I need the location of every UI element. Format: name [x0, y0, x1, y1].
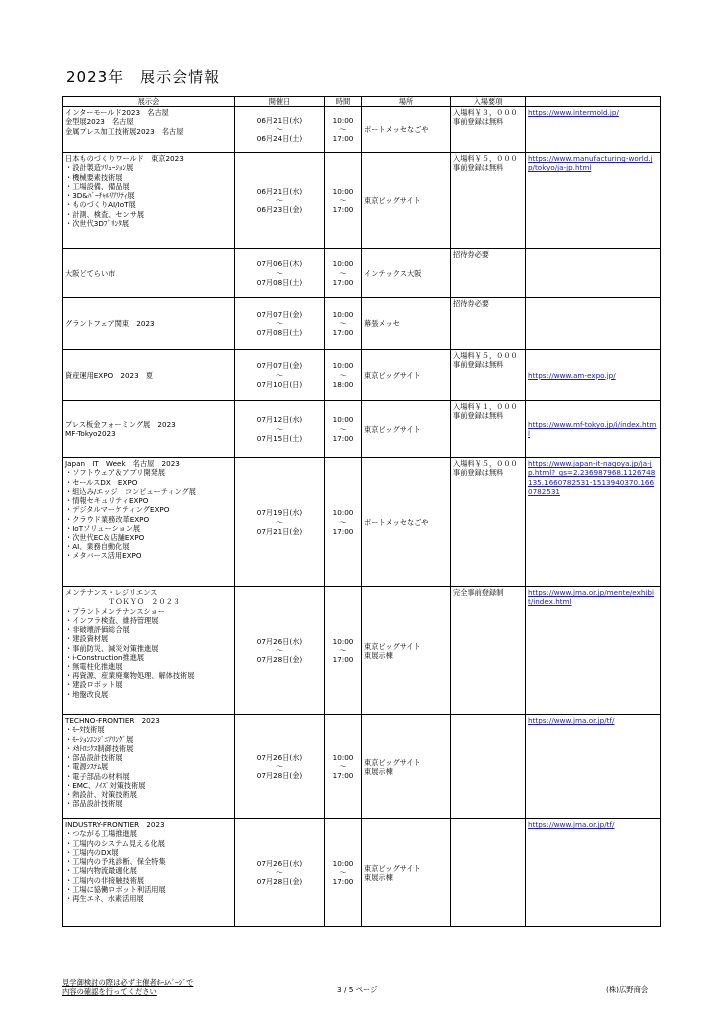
venue — [362, 401, 451, 458]
exhibition-name-line: ・工場内の非接触技術展 — [65, 875, 145, 885]
exhibition-name-line: 日本ものづくりワールド 東京2023 — [65, 154, 184, 164]
event-hours-line: 17:00 — [332, 526, 354, 536]
exhibition-name-line: ・電源ｼｽﾃﾑ展 — [65, 762, 109, 772]
exhibition-name-line: INDUSTRY-FRONTIER 2023 — [65, 820, 165, 830]
entry-requirements-line: 入場料￥５，０００ — [453, 351, 518, 361]
table-row — [63, 819, 661, 927]
venue-line: 東展示棟 — [364, 650, 393, 660]
exhibition-name — [63, 350, 235, 401]
venue-line: 東展示棟 — [364, 766, 393, 776]
venue-line: ポートメッセなごや — [364, 125, 429, 135]
event-hours-line: 17:00 — [332, 328, 354, 338]
exhibition-name-line: ・ﾓｰﾀ技術展 — [65, 725, 105, 735]
venue-line: インテックス大阪 — [364, 268, 422, 278]
exhibition-name — [63, 587, 235, 715]
event-dates-line: 07月10日(日) — [256, 379, 303, 389]
event-hours-line: 10:00 — [332, 259, 354, 269]
venue-line: 東京ビッグサイト — [364, 424, 421, 434]
table-row — [63, 107, 661, 153]
event-hours-line: 18:00 — [332, 379, 354, 389]
event-hours-line: 17:00 — [332, 134, 354, 144]
entry-requirements-line: 事前登録は無料 — [453, 360, 504, 370]
exhibition-name-line: ・工場内物流最適化展 — [65, 866, 137, 876]
entry-requirements — [451, 401, 526, 458]
exhibition-name-line: グラントフェア関東 2023 — [65, 319, 155, 329]
exhibition-link[interactable]: https://www.mf-tokyo.jp/i/index.html — [526, 401, 661, 458]
event-hours-line: 17:00 — [332, 877, 354, 887]
header-date: 開催日 — [235, 97, 325, 107]
exhibition-name — [63, 153, 235, 249]
event-dates — [235, 350, 325, 401]
event-dates-line: 07月26日(水) — [256, 858, 303, 868]
table-header-row — [63, 97, 661, 107]
event-dates-line: 06月21日(水) — [256, 115, 303, 125]
event-dates-line: 07月08日(土) — [256, 328, 303, 338]
venue-line: 東展示棟 — [364, 872, 393, 882]
footer-note-line1: 見学御検討の際は必ず主催者ﾎｰﾑﾍﾟｰｼﾞで — [62, 978, 194, 987]
table-row — [63, 298, 661, 350]
event-hours-line: ～ — [339, 762, 347, 772]
venue — [362, 298, 451, 350]
exhibition-name-line: MF-Tokyo2023 — [65, 429, 116, 439]
company-name: (株)広野商会 — [606, 985, 649, 994]
entry-requirements — [451, 249, 526, 298]
exhibition-name-line: Japan IT Week 名古屋 2023 — [65, 459, 180, 469]
event-hours-line: 17:00 — [332, 771, 354, 781]
exhibition-link[interactable]: https://www.am-expo.jp/ — [526, 350, 661, 401]
exhibition-name-line: ・ﾒｶﾄﾛﾆｸｽ制御技術展 — [65, 743, 134, 753]
event-hours — [325, 153, 362, 249]
exhibition-name-line: ・i-Construction推進展 — [65, 652, 145, 662]
entry-requirements-line: 事前登録は無料 — [453, 117, 504, 127]
venue — [362, 819, 451, 927]
entry-requirements — [451, 819, 526, 927]
event-hours-line: ～ — [339, 517, 347, 527]
event-dates-line: ～ — [275, 868, 284, 878]
venue — [362, 107, 451, 153]
venue-line: 東京ビッグサイト — [364, 370, 421, 380]
event-dates-line: ～ — [275, 762, 284, 772]
table-row — [63, 350, 661, 401]
header-exhibition: 展示会 — [63, 97, 235, 107]
exhibition-name-line: ・情報セキュリティEXPO — [65, 496, 149, 506]
exhibition-name-line: ・クラウド業務改革EXPO — [65, 514, 150, 524]
event-hours — [325, 819, 362, 927]
exhibition-name-line: ・メタバース活用EXPO — [65, 551, 142, 561]
venue — [362, 587, 451, 715]
exhibition-name-line: インターモールド2023 名古屋 — [65, 108, 169, 118]
exhibition-name-line: ・地盤改良展 — [65, 689, 109, 699]
venue-line: 東京ビッグサイト — [364, 863, 421, 873]
entry-requirements — [451, 107, 526, 153]
event-hours — [325, 715, 362, 819]
exhibition-name-line: 金型展2023 名古屋 — [65, 117, 134, 127]
event-hours — [325, 458, 362, 587]
entry-requirements — [451, 458, 526, 587]
event-hours-line: ～ — [339, 196, 347, 206]
exhibition-name-line: ・プラントメンテナンスショー — [65, 606, 165, 616]
footer-note — [62, 978, 193, 997]
event-dates-line: 07月26日(水) — [256, 636, 303, 646]
exhibition-name-line: ・組込み/エッジ コンピューティング展 — [65, 486, 196, 496]
event-hours-line: 17:00 — [332, 433, 354, 443]
table-row — [63, 715, 661, 819]
event-hours-line: 10:00 — [332, 508, 354, 518]
header-place: 場所 — [362, 97, 451, 107]
exhibition-link[interactable]: https://www.japan-it-nagoya.jp/ja-jp.html?_gs=2.236987968.1126748135.1660782531-1513940370.1660782531 — [526, 458, 661, 587]
event-hours-line: ～ — [339, 319, 347, 329]
header-time: 時間 — [325, 97, 362, 107]
event-dates-line: 07月26日(水) — [256, 752, 303, 762]
entry-requirements — [451, 153, 526, 249]
event-hours — [325, 107, 362, 153]
event-hours-line: 17:00 — [332, 655, 354, 665]
table-row — [63, 153, 661, 249]
event-dates-line: 07月15日(土) — [256, 433, 303, 443]
exhibition-name-line: 資産運用EXPO 2023 夏 — [65, 370, 154, 380]
header-requirements: 入場要項 — [451, 97, 526, 107]
exhibition-link[interactable]: https://www.jma.or.jp/tf/ — [526, 715, 661, 819]
exhibition-name-line: ・3D&ﾊﾞｰﾁｬﾙﾘｱﾘﾃｨ展 — [65, 191, 135, 201]
venue — [362, 350, 451, 401]
event-hours-line: ～ — [339, 268, 347, 278]
exhibition-name-line: ・部品設計技術展 — [65, 753, 123, 763]
exhibition-name-line: ・ソフトウェア＆アプリ開発展 — [65, 468, 166, 478]
exhibition-name-line: ・インフラ検査、維持管理展 — [65, 615, 159, 625]
exhibition-name-line: ・EMC、ﾉｲｽﾞ対策技術展 — [65, 780, 146, 790]
event-dates-line: ～ — [275, 370, 284, 380]
exhibition-name — [63, 458, 235, 587]
event-hours — [325, 587, 362, 715]
exhibition-name-line: ・機械要素技術展 — [65, 172, 123, 182]
exhibition-name-line: ・建設資材展 — [65, 634, 109, 644]
event-hours-line: ～ — [339, 424, 347, 434]
venue-line: 東京ビッグサイト — [364, 196, 421, 206]
exhibition-name-line: ・次世代3Dﾌﾟﾘﾝﾀ展 — [65, 218, 130, 228]
event-dates — [235, 107, 325, 153]
venue — [362, 715, 451, 819]
event-dates-line: ～ — [275, 319, 284, 329]
exhibition-name-line: ・無電柱化推進展 — [65, 661, 123, 671]
exhibition-name-line: ・非破壊評価総合展 — [65, 625, 130, 635]
exhibition-name — [63, 819, 235, 927]
event-hours-line: 10:00 — [332, 415, 354, 425]
event-dates-line: 06月24日(土) — [256, 134, 303, 144]
exhibition-link[interactable]: https://www.intermold.jp/ — [526, 107, 661, 153]
exhibition-link[interactable]: https://www.jma.or.jp/tf/ — [526, 819, 661, 927]
exhibition-name-line: メンテナンス・レジリエンス — [65, 588, 158, 598]
exhibition-name-line: ・工場内の予兆診断、保全特集 — [65, 857, 166, 867]
event-hours-line: 10:00 — [332, 115, 354, 125]
entry-requirements — [451, 298, 526, 350]
exhibition-table — [62, 96, 661, 927]
exhibition-name-line: ・計測、検査、センサ展 — [65, 209, 145, 219]
event-dates-line: ～ — [275, 646, 284, 656]
exhibition-name-line: ・再生エネ、水素活用展 — [65, 893, 144, 903]
event-dates-line: 07月07日(金) — [256, 309, 303, 319]
event-hours-line: ～ — [339, 868, 347, 878]
entry-requirements-line: 招待券必要 — [453, 299, 489, 309]
exhibition-name-line: ・IoTソリューション展 — [65, 523, 141, 533]
event-dates-line: ～ — [275, 424, 284, 434]
venue — [362, 249, 451, 298]
event-dates-line: ～ — [275, 125, 284, 135]
exhibition-name-line: プレス板金フォーミング展 2023 — [65, 420, 176, 429]
entry-requirements — [451, 715, 526, 819]
event-hours-line: ～ — [339, 125, 347, 135]
footer-note-line2: 内容の確認を行ってください — [62, 987, 157, 997]
entry-requirements-line: 入場料￥５，０００ — [453, 459, 518, 469]
table-row — [63, 458, 661, 587]
exhibition-name-line: ・工場内のシステム見える化展 — [65, 838, 165, 848]
entry-requirements-line: 入場料￥５，０００ — [453, 154, 518, 164]
event-dates-line: 07月12日(水) — [256, 415, 303, 425]
exhibition-name-line: ・設計製造ｿﾘｭｰｼｮﾝ展 — [65, 163, 134, 173]
exhibition-link[interactable]: https://www.manufacturing-world.jp/tokyo/ja-jp.html — [526, 153, 661, 249]
event-dates — [235, 401, 325, 458]
event-hours-line: 10:00 — [332, 309, 354, 319]
exhibition-name-line: ・次世代EC＆店舗EXPO — [65, 532, 145, 542]
entry-requirements-line: 入場料￥３，０００ — [453, 108, 518, 118]
event-hours-line: 10:00 — [332, 858, 354, 868]
event-dates — [235, 819, 325, 927]
table-row — [63, 249, 661, 298]
entry-requirements-line: 入場料￥１，０００ — [453, 402, 518, 412]
exhibition-name — [63, 401, 235, 458]
exhibition-name-line: ・セールスDX EXPO — [65, 477, 138, 487]
entry-requirements-line: 事前登録は無料 — [453, 468, 504, 478]
table-row — [63, 401, 661, 458]
entry-requirements-line: 事前登録は無料 — [453, 411, 504, 421]
exhibition-name-line: ・ﾓｰｼｮﾝｴﾝｼﾞﾆｱﾘﾝｸﾞ展 — [65, 734, 134, 744]
event-dates-line: 07月28日(金) — [256, 655, 303, 665]
event-hours-line: ～ — [339, 646, 347, 656]
exhibition-link[interactable]: https://www.jma.or.jp/mente/exhibit/index.html — [526, 587, 661, 715]
exhibition-name-line: ・建設ロボット展 — [65, 680, 123, 690]
event-hours-line: 17:00 — [332, 205, 354, 215]
entry-requirements — [451, 587, 526, 715]
event-hours-line: 10:00 — [332, 186, 354, 196]
event-dates-line: 07月08日(土) — [256, 277, 303, 287]
entry-requirements-line: 招待券必要 — [453, 250, 489, 260]
event-dates-line: 07月21日(金) — [256, 526, 303, 536]
event-hours — [325, 350, 362, 401]
exhibition-name — [63, 107, 235, 153]
event-dates-line: 07月06日(木) — [256, 259, 303, 269]
event-hours — [325, 401, 362, 458]
exhibition-name-line: ・ものづくりAI/IoT展 — [65, 200, 136, 210]
header-url — [526, 97, 661, 107]
event-dates-line: 06月23日(金) — [256, 205, 303, 215]
event-dates-line: 07月07日(金) — [256, 361, 303, 371]
exhibition-name-line: ・事前防災、減災対策推進展 — [65, 643, 159, 653]
entry-requirements-line: 事前登録は無料 — [453, 163, 504, 173]
exhibition-link — [526, 249, 661, 298]
venue-line: ポートメッセなごや — [364, 517, 429, 527]
exhibition-name-line: ＴＯＫＹＯ ２０２３ — [65, 597, 181, 607]
exhibition-name-line: TECHNO-FRONTIER 2023 — [65, 716, 160, 726]
exhibition-name — [63, 298, 235, 350]
event-dates — [235, 458, 325, 587]
event-hours — [325, 298, 362, 350]
exhibition-name-line: ・電子部品の材料展 — [65, 771, 130, 781]
event-dates-line: ～ — [275, 268, 284, 278]
exhibition-name-line: 大阪どてらい市 — [65, 268, 116, 278]
event-dates — [235, 715, 325, 819]
exhibition-name — [63, 249, 235, 298]
event-dates-line: 07月19日(水) — [256, 508, 303, 518]
exhibition-name-line: ・工場内のDX展 — [65, 847, 119, 857]
exhibition-name-line: ・熱設計、対策技術展 — [65, 789, 137, 799]
exhibition-name-line: 金属プレス加工技術展2023 名古屋 — [65, 126, 184, 136]
page-number: 3 / 5 ページ — [337, 985, 378, 994]
event-dates — [235, 298, 325, 350]
venue-line: 幕張メッセ — [364, 319, 400, 329]
entry-requirements — [451, 350, 526, 401]
venue — [362, 458, 451, 587]
exhibition-name-line: ・工場設備、備品展 — [65, 181, 130, 191]
exhibition-name-line: ・部品設計技術展 — [65, 799, 123, 809]
event-dates-line: 06月21日(水) — [256, 186, 303, 196]
event-hours-line: ～ — [339, 370, 347, 380]
event-dates-line: 07月28日(金) — [256, 771, 303, 781]
event-hours-line: 10:00 — [332, 636, 354, 646]
exhibition-name — [63, 715, 235, 819]
event-hours-line: 10:00 — [332, 361, 354, 371]
event-dates-line: 07月28日(金) — [256, 877, 303, 887]
exhibition-name-line: ・つながる工場推進展 — [65, 829, 137, 839]
exhibition-name-line: ・工場に協働ロボット利活用展 — [65, 884, 166, 894]
table-row — [63, 587, 661, 715]
exhibition-name-line: ・AI、業務自動化展 — [65, 542, 130, 552]
venue-line: 東京ビッグサイト — [364, 641, 421, 651]
venue-line: 東京ビッグサイト — [364, 757, 421, 767]
exhibition-link — [526, 298, 661, 350]
venue — [362, 153, 451, 249]
event-hours-line: 17:00 — [332, 277, 354, 287]
entry-requirements-line: 完全事前登録制 — [453, 588, 504, 598]
event-hours — [325, 249, 362, 298]
event-dates — [235, 249, 325, 298]
event-dates-line: ～ — [275, 196, 284, 206]
exhibition-name-line: ・再資源、産業廃棄物処理、解体技術展 — [65, 671, 195, 681]
event-dates — [235, 587, 325, 715]
event-hours-line: 10:00 — [332, 752, 354, 762]
event-dates-line: ～ — [275, 517, 284, 527]
event-dates — [235, 153, 325, 249]
page-title: 2023年 展示会情報 — [66, 68, 221, 86]
exhibition-name-line: ・デジタルマーケティングEXPO — [65, 505, 170, 515]
